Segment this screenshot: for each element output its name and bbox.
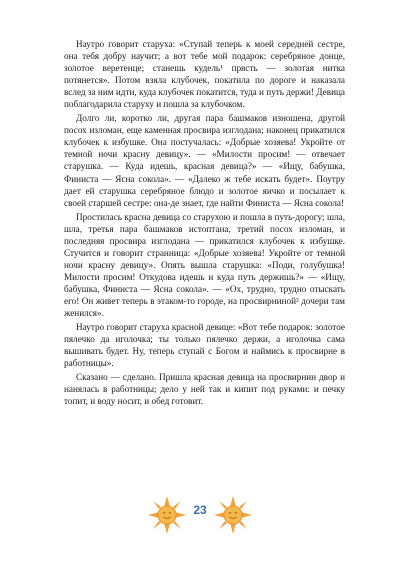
paragraph-1: Наутро говорит старуха: «Ступай теперь к моей середней сестре, она тебя добру научит; а вот тебе мой подарок: серебряное донце, золотое веретенце; станешь кудель¹ прясть — золотая нитка потянется». Потом взяла клубочек, покатила по дороге и наказала вслед за ним идти, куда клубочек покатится, туда и путь держи! Девица поблагодарила старуху и пошла за клубочком.: [64, 39, 345, 110]
page-footer: [0, 495, 400, 535]
paragraph-2: Долго ли, коротко ли, другая пара башмаков изношена, другой посох изломан, еще каменная просвира изглодана; наконец прикатился клубочек к избушке. Она постучалась: «Добрые хозяева! Укройте от темной ночи красну девицу». — «Милости просим! — отвечает старушка. — Куда идешь, красная девица?» — «Ищу, бабушка, Финиста — Ясна сокола». — «Далеко ж тебе искать будет». Поутру дает ей старушка серебряное блюдо и золотое яичко и посылает к своей старшей сестре: она-де знает, где найти Финиста — Ясна сокола!: [64, 113, 345, 208]
page-number: 23: [193, 503, 207, 517]
sun-icon: [213, 495, 253, 535]
paragraph-3: Простилась красна девица со старухою и пошла в путь-дорогу; шла, шла, третья пара башмаков истоптана, третий посох изломан, и последняя просвира изглодана — прикатился клубочек к избушке. Стучится и говорит странница: «Добрые хозяева! Укройте от темной ночи красну девицу». Опять вышла старушка: «Поди, голубушка! Милости просим! Откудова идешь и куда путь держишь?» — «Ищу, бабушка, Финиста — Ясна сокола». — «Ох, трудно, трудно отыскать его! Он живет теперь в этаком-то городе, на просвирниной² дочери там женился».: [64, 211, 345, 319]
page-body: [64, 38, 345, 407]
paragraph-4: Наутро говорит старуха красной девице: «Вот тебе подарок: золотое пялечко да иголочка; ты только пялечко держи, а иголочка сама вышивать будет. Ну, теперь ступай с Богом и наймись к просвирне в работницы».: [64, 322, 345, 369]
paragraph-5: Сказано — сделано. Пришла красная девица на просвирнин двор и нанялась в работницы; дело у ней так и кипит под руками: и печку топит, и воду носит, и обед готовит.: [64, 372, 345, 407]
sun-icon: [147, 495, 187, 535]
